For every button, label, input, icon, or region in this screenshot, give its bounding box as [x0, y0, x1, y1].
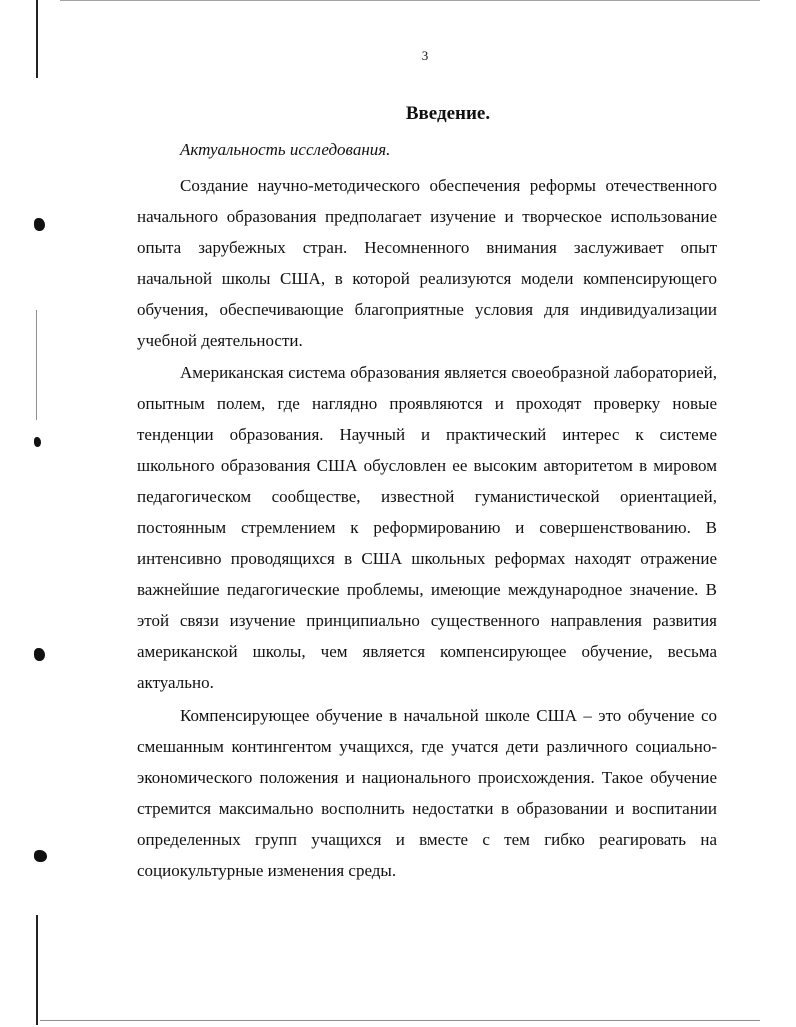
paragraph: Американская система образования является своеобразной лабораторией, опытным полем, где наглядно проявляются и проходят проверку новые тенденции образования. Научный и практический интерес к системе школьного образования США обусловлен ее высоким авторитетом в мировом педагогическом сообществе, известной гуманистической ориентацией, постоянным стремлением к реформированию и совершенствованию. В интенсивно проводящихся в США школьных реформах находят отражение важнейшие педагогические проблемы, имеющие международное значение. В этой связи изучение принципиально существенного направления развития американской школы, чем является компенсирующее обучение, весьма актуально. — [137, 363, 717, 692]
scan-margin-line-middle — [36, 310, 37, 420]
punch-hole-mark — [34, 218, 45, 231]
punch-hole-mark — [34, 648, 45, 661]
punch-hole-mark — [34, 850, 47, 862]
paragraph: Компенсирующее обучение в начальной школе США – это обучение со смешанным контингентом учащихся, где учатся дети различного социально-экономического положения и национального происхождения. Такое обучение стремится максимально восполнить недостатки в образовании и воспитании определенных групп учащихся и вместе с тем гибко реагировать на социокультурные изменения среды. — [137, 706, 717, 880]
paragraph: Создание научно-методического обеспечения реформы отечественного начального образования предполагает изучение и творческое использование опыта зарубежных стран. Несомненного внимания заслуживает опыт начальной школы США, в которой реализуются модели компенсирующего обучения, обеспечивающие благоприятные условия для индивидуализации учебной деятельности. — [137, 176, 717, 350]
page-title: Введение. — [405, 103, 491, 124]
scan-edge-top — [60, 0, 760, 7]
page-number: 3 — [421, 48, 429, 63]
section-subtitle: Актуальность исследования. — [180, 140, 391, 159]
scan-margin-line-bottom — [36, 915, 38, 1025]
scan-edge-bottom — [40, 1020, 760, 1021]
scan-margin-line-top — [36, 0, 38, 78]
punch-hole-mark — [34, 437, 41, 447]
